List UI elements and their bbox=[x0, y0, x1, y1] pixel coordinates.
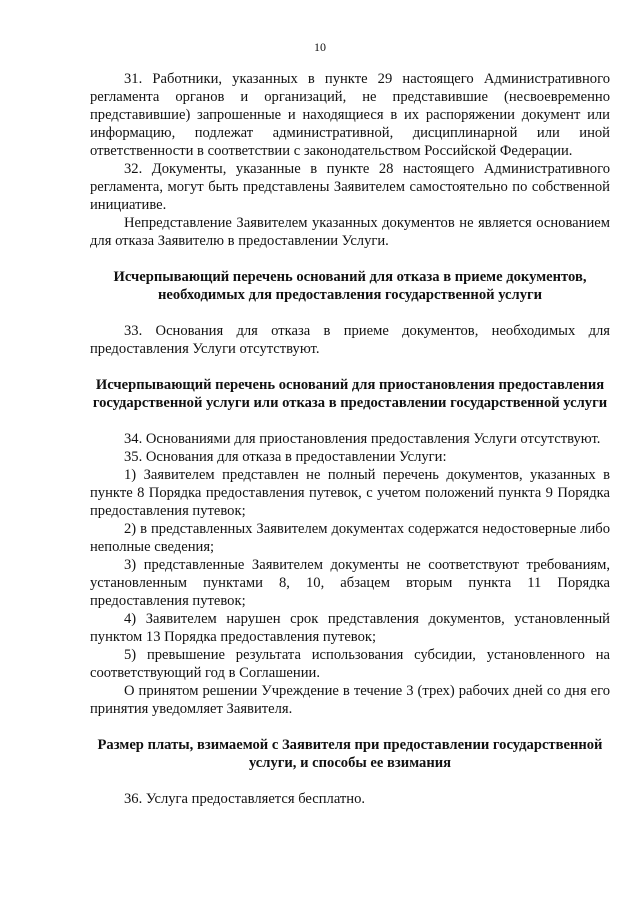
paragraph-decision-notice: О принятом решении Учреждение в течение 3 (трех) рабочих дней со дня его принятия уведомляет Заявителя. bbox=[90, 683, 610, 717]
list-item-4: 4) Заявителем нарушен срок представления документов, установленный пунктом 13 Порядка предоставления путевок; bbox=[90, 611, 610, 645]
paragraph-33: 33. Основания для отказа в приеме документов, необходимых для предоставления Услуги отсутствуют. bbox=[90, 323, 610, 357]
document-body bbox=[90, 70, 610, 808]
paragraph-34: 34. Основаниями для приостановления предоставления Услуги отсутствуют. bbox=[124, 431, 601, 447]
section-heading-refusal-acceptance: Исчерпывающий перечень оснований для отказа в приеме документов, необходимых для предоставления государственной услуги bbox=[113, 269, 587, 303]
paragraph-32: 32. Документы, указанные в пункте 28 настоящего Административного регламента, могут быть представлены Заявителем самостоятельно по собственной инициативе. bbox=[90, 161, 610, 213]
list-item-5: 5) превышение результата использования субсидии, установленного на соответствующий год в Соглашении. bbox=[90, 647, 610, 681]
section-heading-suspension-refusal: Исчерпывающий перечень оснований для приостановления предоставления государственной услуги или отказа в предоставлении государственной услуги bbox=[92, 377, 608, 411]
paragraph-36: 36. Услуга предоставляется бесплатно. bbox=[124, 791, 366, 807]
paragraph-non-submission: Непредставление Заявителем указанных документов не является основанием для отказа Заявителю в предоставлении Услуги. bbox=[90, 215, 610, 249]
list-item-3: 3) представленные Заявителем документы не соответствуют требованиям, установленным пунктами 8, 10, абзацем вторым пункта 11 Порядка предоставления путевок; bbox=[90, 557, 610, 609]
page-number: 10 bbox=[314, 40, 326, 54]
paragraph-35: 35. Основания для отказа в предоставлении Услуги: bbox=[124, 449, 447, 465]
list-item-2: 2) в представленных Заявителем документах содержатся недостоверные либо неполные сведения; bbox=[90, 521, 610, 555]
section-heading-fee: Размер платы, взимаемой с Заявителя при предоставлении государственной услуги, и способы ее взимания bbox=[97, 737, 603, 771]
list-item-1: 1) Заявителем представлен не полный перечень документов, указанных в пункте 8 Порядка предоставления путевок, с учетом положений пункта 9 Порядка предоставления путевок; bbox=[90, 467, 610, 519]
paragraph-31: 31. Работники, указанных в пункте 29 настоящего Административного регламента органов и организаций, не представившие (несвоевременно представившие) запрошенные и находящиеся в их распоряжении документ или информацию, подлежат административной, дисциплинарной или иной ответственности в соответствии с законодательством Российской Федерации. bbox=[90, 71, 610, 159]
